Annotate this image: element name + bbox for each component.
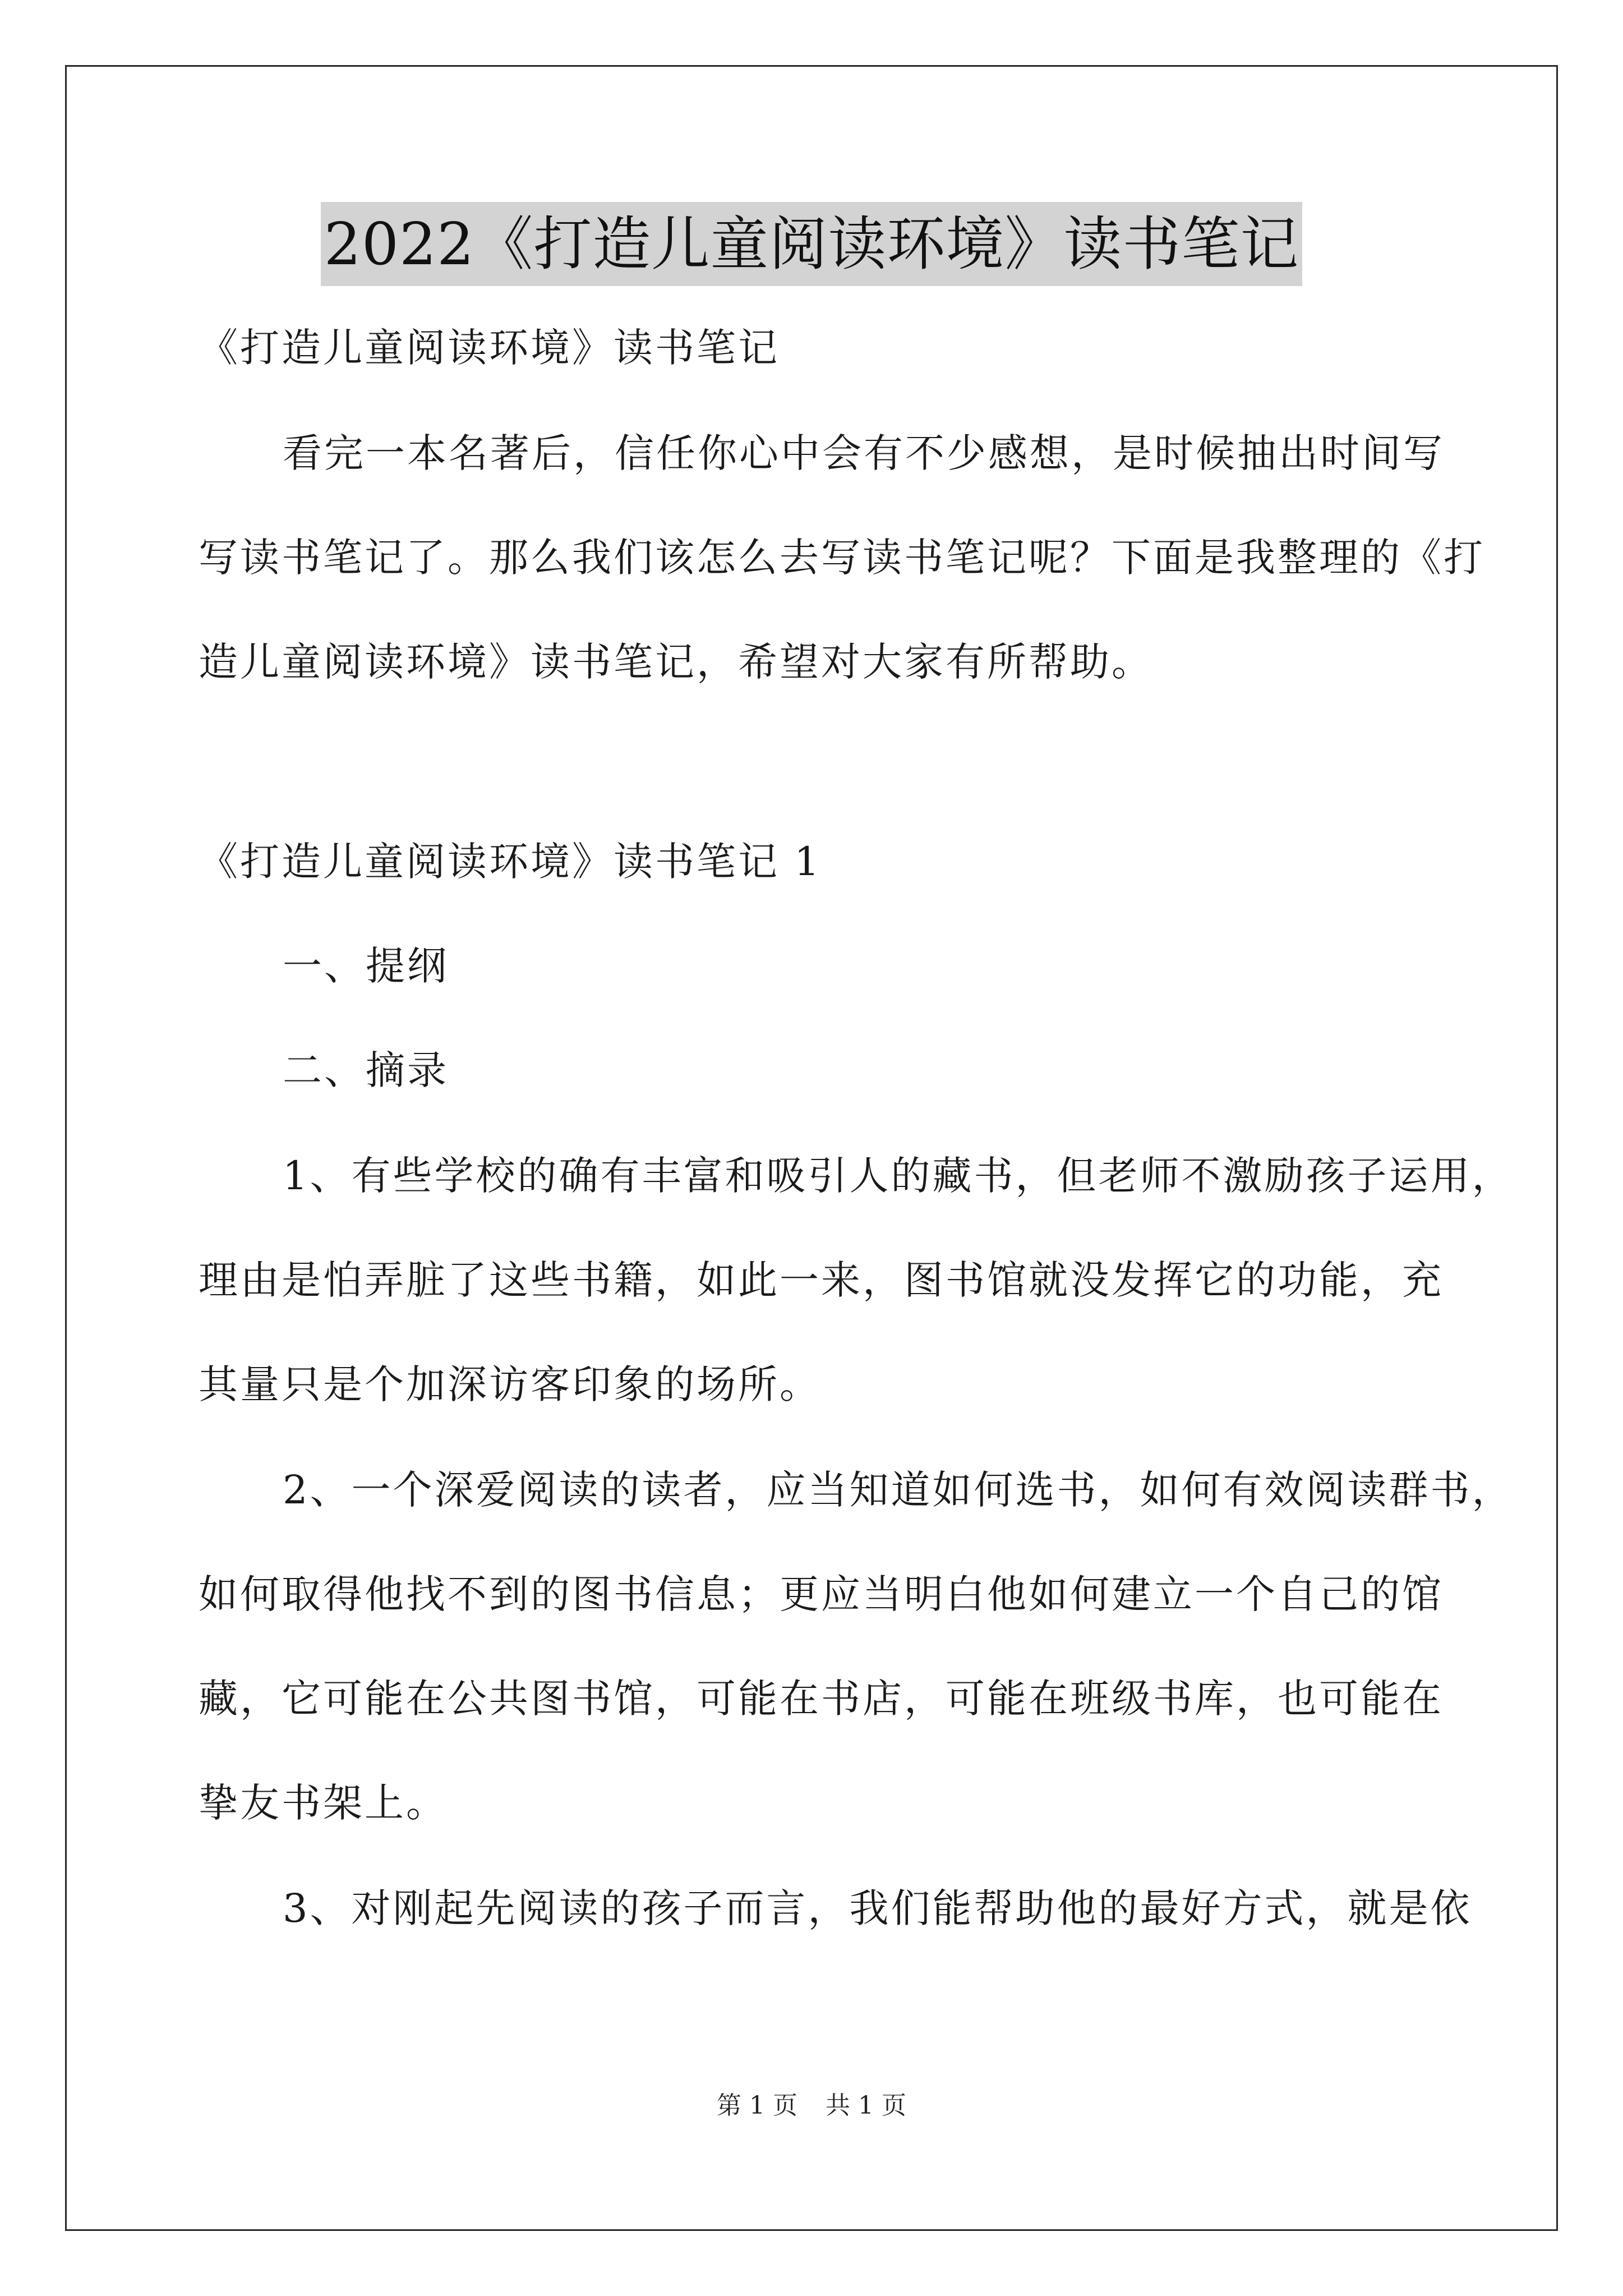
document-body xyxy=(199,297,1514,1936)
excerpt-paragraph-3 xyxy=(199,1880,1472,1936)
page-footer xyxy=(0,2089,1623,2123)
intro-line: 看完一本名著后，信任你心中会有不少感想，是时候抽出时间写 xyxy=(283,430,1445,476)
excerpt-paragraph-1 xyxy=(199,1148,1514,1412)
document-subtitle: 《打造儿童阅读环境》读书笔记 xyxy=(199,325,780,371)
page-number-total: 共 1 页 xyxy=(826,2091,906,2120)
excerpt-line: 其量只是个加深访客印象的场所。 xyxy=(199,1361,821,1407)
excerpt-line: 挚友书架上。 xyxy=(199,1780,448,1826)
excerpt-line: 理由是怕弄脏了这些书籍，如此一来，图书馆就没发挥它的功能，充 xyxy=(199,1257,1444,1303)
excerpt-line: 2、一个深爱阅读的读者，应当知道如何选书，如何有效阅读群书， xyxy=(283,1467,1514,1513)
outline-item: 一、提纲 xyxy=(283,943,449,989)
excerpt-line: 1、有些学校的确有丰富和吸引人的藏书，但老师不激励孩子运用， xyxy=(283,1153,1514,1199)
excerpt-paragraph-2 xyxy=(199,1462,1514,1831)
section-heading: 《打造儿童阅读环境》读书笔记 1 xyxy=(199,839,822,885)
intro-paragraph xyxy=(199,425,1485,690)
excerpt-line: 藏，它可能在公共图书馆，可能在书店，可能在班级书库，也可能在 xyxy=(199,1676,1444,1722)
outline-item: 二、摘录 xyxy=(283,1047,449,1093)
intro-line: 造儿童阅读环境》读书笔记，希望对大家有所帮助。 xyxy=(199,639,1153,685)
excerpt-line: 如何取得他找不到的图书信息；更应当明白他如何建立一个自己的馆 xyxy=(199,1571,1444,1617)
title-container xyxy=(0,202,1623,286)
page-number-current: 第 1 页 xyxy=(717,2091,797,2120)
excerpt-line: 3、对刚起先阅读的孩子而言，我们能帮助他的最好方式，就是依 xyxy=(283,1885,1472,1931)
document-title: 2022《打造儿童阅读环境》读书笔记 xyxy=(321,202,1303,286)
intro-line: 写读书笔记了。那么我们该怎么去写读书笔记呢？下面是我整理的《打 xyxy=(199,535,1485,581)
